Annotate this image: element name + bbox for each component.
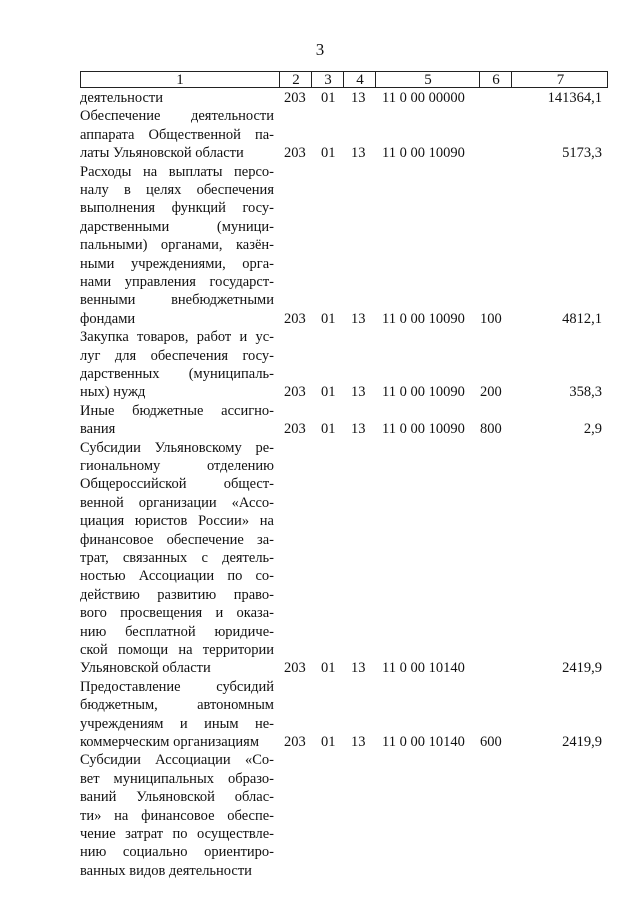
row-name-line: нию бесплатной юридиче- xyxy=(80,623,274,640)
cell-c4: 13 xyxy=(351,660,366,677)
row-name-line: налу в целях обеспечения xyxy=(80,182,274,198)
cell-c5: 11 0 00 10140 xyxy=(382,660,465,677)
cell-c4: 13 xyxy=(351,310,366,327)
cell-c3: 01 xyxy=(321,733,336,750)
row-name xyxy=(80,163,274,329)
cell-c4: 13 xyxy=(351,384,366,401)
cell-c2: 203 xyxy=(284,733,306,750)
cell-c2: 203 xyxy=(284,660,306,677)
cell-c3: 01 xyxy=(321,660,336,677)
cell-c5: 11 0 00 10090 xyxy=(382,421,465,438)
row-name-line: ных) нужд xyxy=(80,384,146,401)
cell-c5: 11 0 00 10090 xyxy=(382,145,465,162)
cell-c6: 100 xyxy=(480,310,502,327)
cell-c7: 2419,9 xyxy=(562,733,602,750)
cell-c5: 11 0 00 00000 xyxy=(382,90,465,106)
cell-c3: 01 xyxy=(321,90,336,106)
row-name-line: выполнения функций госу- xyxy=(80,200,274,217)
row-name xyxy=(80,328,274,402)
cell-c2: 203 xyxy=(284,310,306,327)
table-row xyxy=(80,439,608,678)
row-name-line: Иные бюджетные ассигно- xyxy=(80,402,274,419)
header-col-4: 4 xyxy=(343,72,376,88)
table-row xyxy=(80,89,608,107)
row-name-line: дарственных (муниципаль- xyxy=(80,366,274,382)
row-name-line: гиональному отделению xyxy=(80,458,274,474)
row-name-line: ными учреждениями, орга- xyxy=(80,255,274,272)
row-name-line: венной организации «Ассо- xyxy=(80,494,274,511)
cell-c7: 2419,9 xyxy=(562,660,602,677)
row-name xyxy=(80,107,274,162)
cell-c7: 141364,1 xyxy=(547,90,602,106)
row-name-line: ностью Ассоциации по со- xyxy=(80,568,274,585)
row-name-line: вания xyxy=(80,421,116,438)
cell-c4: 13 xyxy=(351,421,366,438)
row-name-line: вет муниципальных образо- xyxy=(80,770,274,787)
cell-c3: 01 xyxy=(321,310,336,327)
header-col-2: 2 xyxy=(279,72,312,88)
row-name-line: луг для обеспечения госу- xyxy=(80,347,274,364)
row-name-line: вого просвещения и оказа- xyxy=(80,605,274,622)
row-name-line: нами управления государст- xyxy=(80,274,274,291)
cell-c6: 200 xyxy=(480,384,502,401)
row-name-line: трат, связанных с деятель- xyxy=(80,550,274,567)
header-col-7: 7 xyxy=(511,72,609,88)
row-name-line: бюджетным, автономным xyxy=(80,697,274,714)
row-name-line: аппарата Общественной па- xyxy=(80,126,274,143)
cell-c4: 13 xyxy=(351,733,366,750)
row-name-line: ванных видов деятельности xyxy=(80,862,252,879)
row-name-line: ской помощи на территории xyxy=(80,642,274,659)
cell-c5: 11 0 00 10090 xyxy=(382,384,465,401)
cell-c2: 203 xyxy=(284,421,306,438)
row-name-line: финансовое обеспечение за- xyxy=(80,531,274,548)
cell-c3: 01 xyxy=(321,421,336,438)
cell-c6: 600 xyxy=(480,733,502,750)
row-name-line: Закупка товаров, работ и ус- xyxy=(80,329,274,346)
row-name-line: пальными) органами, казён- xyxy=(80,237,274,254)
cell-c2: 203 xyxy=(284,384,306,401)
cell-c4: 13 xyxy=(351,90,366,106)
cell-c4: 13 xyxy=(351,145,366,162)
row-name-line: Субсидии Ульяновскому ре- xyxy=(80,439,274,456)
row-name-line: ваний Ульяновской облас- xyxy=(80,789,274,806)
row-name-line: Общероссийской общест- xyxy=(80,476,274,493)
cell-c7: 5173,3 xyxy=(562,145,602,162)
header-col-6: 6 xyxy=(479,72,512,88)
row-name-line: коммерческим организациям xyxy=(80,734,260,751)
cell-c5: 11 0 00 10140 xyxy=(382,733,465,750)
cell-c2: 203 xyxy=(284,145,306,162)
row-name-line: Субсидии Ассоциации «Со- xyxy=(80,752,274,769)
table-row xyxy=(80,328,608,402)
cell-c5: 11 0 00 10090 xyxy=(382,310,465,327)
row-name xyxy=(80,678,274,752)
row-name-line: циация юристов России» на xyxy=(80,513,274,530)
cell-c3: 01 xyxy=(321,384,336,401)
table-row xyxy=(80,751,608,880)
table-row xyxy=(80,163,608,329)
cell-c2: 203 xyxy=(284,90,306,106)
header-col-5: 5 xyxy=(375,72,480,88)
cell-c7: 2,9 xyxy=(583,421,602,438)
header-col-3: 3 xyxy=(311,72,344,88)
row-name-line: Обеспечение деятельности xyxy=(80,108,274,125)
row-name-line: учреждениям и иным не- xyxy=(80,715,274,732)
row-name-line: Предоставление субсидий xyxy=(80,678,274,695)
row-name-line: фондами xyxy=(80,310,136,327)
table-header xyxy=(80,71,608,88)
row-name-line: ти» на финансовое обеспе- xyxy=(80,807,274,824)
page-number: 3 xyxy=(315,40,325,59)
row-name-line: венными внебюджетными xyxy=(80,292,274,309)
row-name-line: действию развитию право- xyxy=(80,586,274,603)
row-name xyxy=(80,751,274,880)
table-row xyxy=(80,402,608,439)
row-name-line: Ульяновской области xyxy=(80,660,211,677)
table-row xyxy=(80,678,608,752)
row-name-line: деятельности xyxy=(80,90,164,106)
row-name-line: дарственными (муници- xyxy=(80,218,274,235)
row-name xyxy=(80,439,274,678)
row-name xyxy=(80,89,274,107)
table-row xyxy=(80,107,608,162)
row-name xyxy=(80,402,274,439)
cell-c6: 800 xyxy=(480,421,502,438)
row-name-line: нию социально ориентиро- xyxy=(80,844,274,861)
cell-c7: 358,3 xyxy=(569,384,602,401)
cell-c7: 4812,1 xyxy=(562,310,602,327)
header-col-1: 1 xyxy=(176,72,184,88)
row-name-line: чение затрат по осуществле- xyxy=(80,826,274,843)
row-name-line: латы Ульяновской области xyxy=(80,145,244,162)
row-name-line: Расходы на выплаты персо- xyxy=(80,163,274,180)
cell-c3: 01 xyxy=(321,145,336,162)
